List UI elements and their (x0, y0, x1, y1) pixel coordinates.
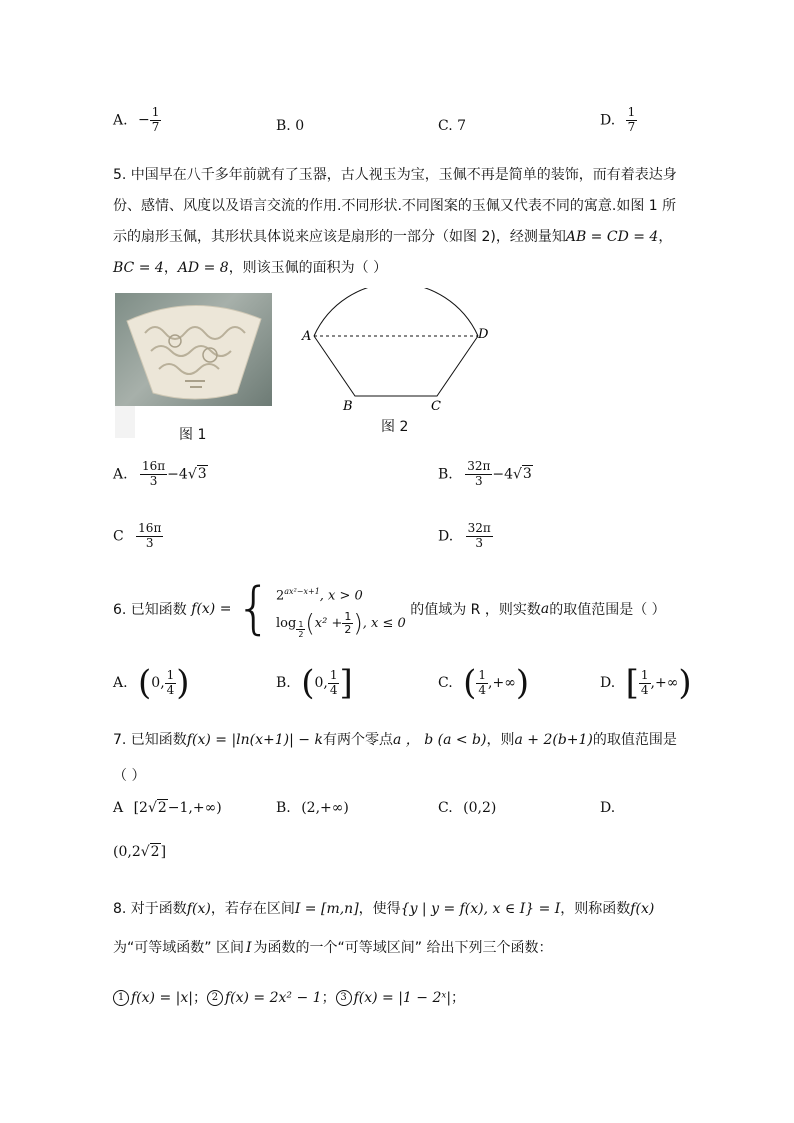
option-value: 7 (457, 118, 467, 134)
figure-2-diagram (298, 288, 498, 416)
function-name: f(x) (630, 901, 655, 917)
option-label: A. (113, 675, 128, 691)
q5-option-c (113, 522, 163, 551)
text: 示的扇形玉佩，其形状具体说来应该是扇形的一部分（如图 2)，经测量知 (113, 229, 566, 245)
fraction (165, 669, 177, 698)
q8-line-2 (113, 936, 552, 960)
q8-items (113, 986, 465, 1010)
q5-option-a (113, 460, 208, 489)
numerator: 16π (138, 521, 162, 535)
option-label: B. (276, 675, 291, 691)
q4-option-d (600, 106, 637, 135)
q4-option-b (276, 118, 304, 134)
piecewise-brace: { (235, 575, 272, 641)
bracket-right: ) (678, 663, 692, 703)
circled-number: 1 (113, 990, 129, 1006)
bracket-left: [ (625, 663, 639, 703)
option-label: C. (438, 118, 453, 134)
interval: I = [m,n] (294, 901, 359, 917)
option-label: C. (438, 800, 453, 816)
denominator: 2 (344, 623, 352, 637)
text: 8. 对于函数 (113, 901, 187, 917)
lower-bound: 0, (151, 675, 165, 691)
bracket-right: ) (176, 663, 190, 703)
q5-option-d (438, 522, 493, 551)
option-label: B. (276, 800, 291, 816)
expression: a + 2(b+1) (514, 732, 593, 748)
option-label: B. (276, 118, 291, 134)
exponent: ax²−x+1 (284, 587, 320, 596)
denominator: 4 (640, 682, 649, 697)
figure-1-caption: 图 1 (179, 427, 207, 443)
sqrt-symbol: √ (513, 466, 522, 483)
q7-option-d-value (113, 844, 166, 860)
q6-option-c (438, 663, 530, 703)
text: 的取值范围是（ ） (549, 601, 666, 618)
text: ，则 (486, 732, 515, 748)
q6-option-a (113, 663, 190, 703)
option-label: D. (600, 800, 616, 816)
option-label: D. (438, 528, 454, 545)
sqrt-symbol: √ (187, 466, 197, 483)
variable: a (540, 600, 550, 617)
circled-number: 2 (207, 990, 223, 1006)
denominator: 2 (298, 630, 304, 640)
q7-option-a (113, 800, 222, 816)
option-label: C (113, 528, 124, 545)
jade-pendant-image (115, 293, 272, 406)
function-def: f(x) = |ln(x+1)| − k (186, 732, 323, 748)
text: 6. 已知函数 (113, 601, 187, 618)
math: −4 (167, 466, 188, 483)
bracket-right: ] (339, 663, 353, 703)
denominator: 3 (466, 536, 493, 551)
numerator: 1 (478, 667, 487, 682)
text: ，使得 (358, 901, 401, 917)
case-2 (276, 610, 406, 639)
bracket-right: ) (515, 663, 530, 703)
bracket-left: ( (301, 663, 315, 703)
case-1 (276, 578, 406, 610)
sqrt-radicand: 3 (197, 466, 207, 483)
sqrt-symbol: √ (140, 844, 150, 860)
fraction (328, 669, 340, 698)
fraction (342, 611, 353, 637)
numerator: 1 (329, 667, 338, 682)
text: ， (658, 229, 673, 245)
jade-pendant-photo (115, 293, 272, 406)
base: 2 (276, 588, 285, 604)
text: ，若存在区间 (210, 901, 295, 917)
option-label: D. (600, 112, 616, 129)
function-item: f(x) = |1 − 2ˣ| (353, 990, 452, 1006)
arc-ad (314, 288, 478, 336)
numerator: 1 (151, 105, 160, 119)
denominator: 3 (465, 474, 492, 489)
function-item: f(x) = |x| (131, 990, 193, 1006)
text: ， (163, 260, 178, 276)
q6-stem (113, 575, 666, 641)
q4-option-a (113, 106, 161, 135)
q6-option-b (276, 663, 353, 703)
denominator: 3 (136, 536, 163, 551)
set-expression: {y | y = f(x), x ∈ I} = I (400, 901, 561, 917)
text: ，则称函数 (560, 901, 631, 917)
log: log (276, 616, 297, 632)
label-d: D (478, 327, 489, 342)
option-value: (0,2) (463, 800, 497, 816)
separator: ； (451, 990, 466, 1006)
text: 有两个零点 (322, 732, 393, 748)
math: [2 (133, 800, 148, 816)
q6-option-d (600, 663, 692, 703)
paren-open: ( (305, 609, 315, 638)
circled-number: 3 (336, 990, 352, 1006)
numerator: 1 (166, 667, 175, 682)
lower-bound: 0, (314, 675, 328, 691)
numerator: 1 (640, 667, 649, 682)
piecewise-cases (276, 578, 406, 640)
variable: I (245, 940, 252, 956)
denominator: 7 (627, 119, 636, 134)
math: AD = 8 (177, 260, 229, 276)
option-value: 0 (295, 118, 305, 134)
q5-option-b (438, 460, 533, 489)
option-label: B. (438, 466, 453, 483)
q7-paren: （ ） (113, 768, 146, 784)
fraction (140, 460, 167, 489)
sqrt-radicand: 3 (522, 466, 532, 483)
fraction (136, 522, 163, 551)
zeros: a ， b (a < b) (392, 732, 487, 748)
denominator: 7 (151, 119, 160, 134)
numerator: 32π (467, 521, 491, 535)
numerator: 32π (467, 459, 491, 473)
condition: , x ≤ 0 (362, 616, 406, 632)
paren-close: ) (353, 609, 363, 638)
text: 的值域为 R ，则实数 (410, 601, 541, 618)
option-label: C. (438, 675, 453, 691)
minus-sign: − (138, 112, 150, 129)
q8-line-1 (113, 897, 654, 921)
math: BC = 4 (113, 260, 164, 276)
numerator: 1 (627, 105, 636, 119)
separator: ； (321, 990, 336, 1006)
separator: ； (192, 990, 207, 1006)
numerator: 1 (298, 620, 304, 630)
numerator: 1 (344, 609, 352, 623)
bracket-left: ( (138, 663, 152, 703)
q4-option-c (438, 118, 466, 134)
sqrt-radicand: 2 (150, 844, 160, 860)
option-value: (2,+∞) (301, 800, 349, 816)
text: 为“可等域函数” 区间 (113, 940, 244, 956)
denominator: 4 (166, 682, 175, 697)
numerator: 16π (142, 459, 166, 473)
text: ，则该玉佩的面积为（ ） (228, 260, 388, 276)
function-item: f(x) = 2x² − 1 (224, 990, 322, 1006)
trapezoid-abcd (314, 336, 478, 396)
q5-line-1: 5. 中国早在八千多年前就有了玉器，古人视玉为宝，玉佩不再是简单的装饰，而有着表达身 (113, 167, 677, 183)
denominator: 4 (478, 682, 487, 697)
fraction (150, 106, 162, 135)
function-name: f(x) = (191, 600, 232, 617)
fraction (465, 460, 492, 489)
label-b: B (343, 399, 353, 414)
denominator: 4 (329, 682, 338, 697)
q5-line-4 (113, 256, 387, 280)
condition: , x > 0 (319, 588, 363, 604)
text: 为函数的一个“可等域区间” 给出下列三个函数： (253, 940, 553, 956)
fraction (466, 522, 493, 551)
q7-option-b (276, 800, 349, 816)
label-a: A (302, 329, 312, 344)
option-label: D. (600, 675, 616, 691)
option-label: A (113, 800, 124, 816)
sqrt-radicand: 2 (157, 800, 167, 816)
math: AB = CD = 4 (565, 229, 659, 245)
q7-stem (113, 728, 677, 752)
sqrt-symbol: √ (147, 800, 157, 816)
math: −1,+∞) (167, 800, 222, 816)
q5-line-3 (113, 225, 672, 249)
text: 7. 已知函数 (113, 732, 187, 748)
option-label: A. (113, 466, 128, 483)
fraction (639, 669, 651, 698)
q7-option-d (600, 800, 615, 816)
upper-bound: ,+∞ (650, 675, 679, 691)
function-name: f(x) (186, 901, 211, 917)
denominator: 3 (140, 474, 167, 489)
fraction (476, 669, 488, 698)
upper-bound: ,+∞ (488, 675, 516, 691)
option-label: A. (113, 112, 128, 129)
figure-2-caption: 图 2 (381, 419, 409, 435)
q5-line-2: 份、感情、风度以及语言交流的作用.不同形状.不同图案的玉佩又代表不同的寓意.如图 1 所 (113, 198, 677, 214)
math: ] (160, 844, 167, 860)
text: 的取值范围是 (592, 732, 677, 748)
math: −4 (492, 466, 513, 483)
argument: x² + (314, 616, 343, 632)
fraction (626, 106, 638, 135)
bracket-left: ( (463, 663, 477, 703)
label-c: C (431, 399, 441, 414)
math: (0,2 (113, 844, 141, 860)
q7-option-c (438, 800, 496, 816)
photo-bottom-strip (115, 406, 135, 438)
